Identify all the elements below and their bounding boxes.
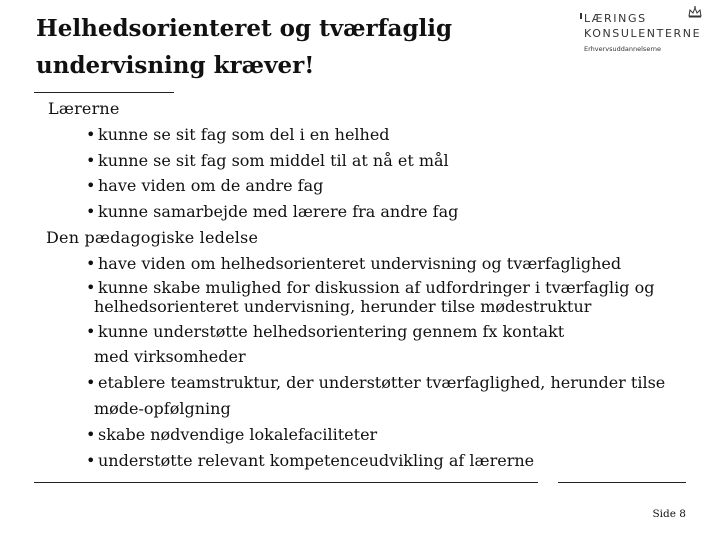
list-item-text: skabe nødvendige lokalefaciliteter bbox=[98, 424, 378, 444]
list-item-continuation: med virksomheder bbox=[94, 347, 246, 367]
logo-text-line2: KONSULENTERNE bbox=[584, 27, 702, 40]
list-item: • kunne samarbejde med lærere fra andre fag bbox=[86, 202, 459, 222]
list-item-text: understøtte relevant kompetenceudvikling af lærerne bbox=[98, 450, 535, 470]
title-divider bbox=[34, 92, 174, 93]
title-line-1: Helhedsorienteret og tværfaglig bbox=[36, 15, 453, 42]
list-item-text: have viden om de andre fag bbox=[98, 176, 324, 196]
footer-divider-right bbox=[558, 482, 686, 483]
logo-mark bbox=[580, 13, 582, 19]
logo bbox=[584, 6, 714, 56]
list-item-continuation: møde-opfølgning bbox=[94, 398, 231, 418]
list-item-text: etablere teamstruktur, der understøtter tværfaglighed, herunder tilse bbox=[98, 373, 666, 393]
slide-body bbox=[48, 96, 708, 473]
list-item: • kunne se sit fag som middel til at nå et mål bbox=[86, 150, 449, 170]
list-item: • understøtte relevant kompetenceudvikling af lærerne bbox=[86, 450, 535, 470]
title-line-2: undervisning kræver! bbox=[36, 52, 315, 79]
list-item-text: kunne se sit fag som del i en helhed bbox=[98, 124, 390, 144]
footer-divider-left bbox=[34, 482, 538, 483]
list-item: • kunne se sit fag som del i en helhed bbox=[86, 124, 390, 144]
logo-text-line1: LÆRINGS bbox=[584, 12, 647, 25]
crown-icon bbox=[688, 6, 702, 18]
list-item-continuation: helhedsorienteret undervisning, herunder tilse mødestruktur bbox=[94, 296, 592, 316]
list-item: • kunne understøtte helhedsorientering gennem fx kontakt bbox=[86, 321, 565, 341]
list-item: • have viden om helhedsorienteret undervisning og tværfaglighed bbox=[86, 253, 622, 273]
section-heading-teachers: Lærerne bbox=[48, 99, 120, 118]
list-item: • kunne skabe mulighed for diskussion af udfordringer i tværfaglig og bbox=[86, 277, 655, 297]
list-item: • skabe nødvendige lokalefaciliteter bbox=[86, 424, 378, 444]
list-item-text: kunne understøtte helhedsorientering gennem fx kontakt bbox=[98, 321, 565, 341]
page-number: Side 8 bbox=[652, 508, 686, 520]
list-item-text: kunne skabe mulighed for diskussion af udfordringer i tværfaglig og bbox=[98, 277, 655, 297]
list-item: • have viden om de andre fag bbox=[86, 176, 324, 196]
list-item: • etablere teamstruktur, der understøtter tværfaglighed, herunder tilse bbox=[86, 373, 666, 393]
list-item-text: kunne samarbejde med lærere fra andre fag bbox=[98, 202, 459, 222]
section-heading-management: Den pædagogiske ledelse bbox=[46, 227, 259, 247]
list-item-text: have viden om helhedsorienteret undervisning og tværfaglighed bbox=[98, 253, 622, 273]
slide-title bbox=[36, 10, 556, 84]
list-item-text: kunne se sit fag som middel til at nå et mål bbox=[98, 150, 449, 170]
logo-text-line3: Erhvervsuddannelserne bbox=[584, 45, 661, 53]
